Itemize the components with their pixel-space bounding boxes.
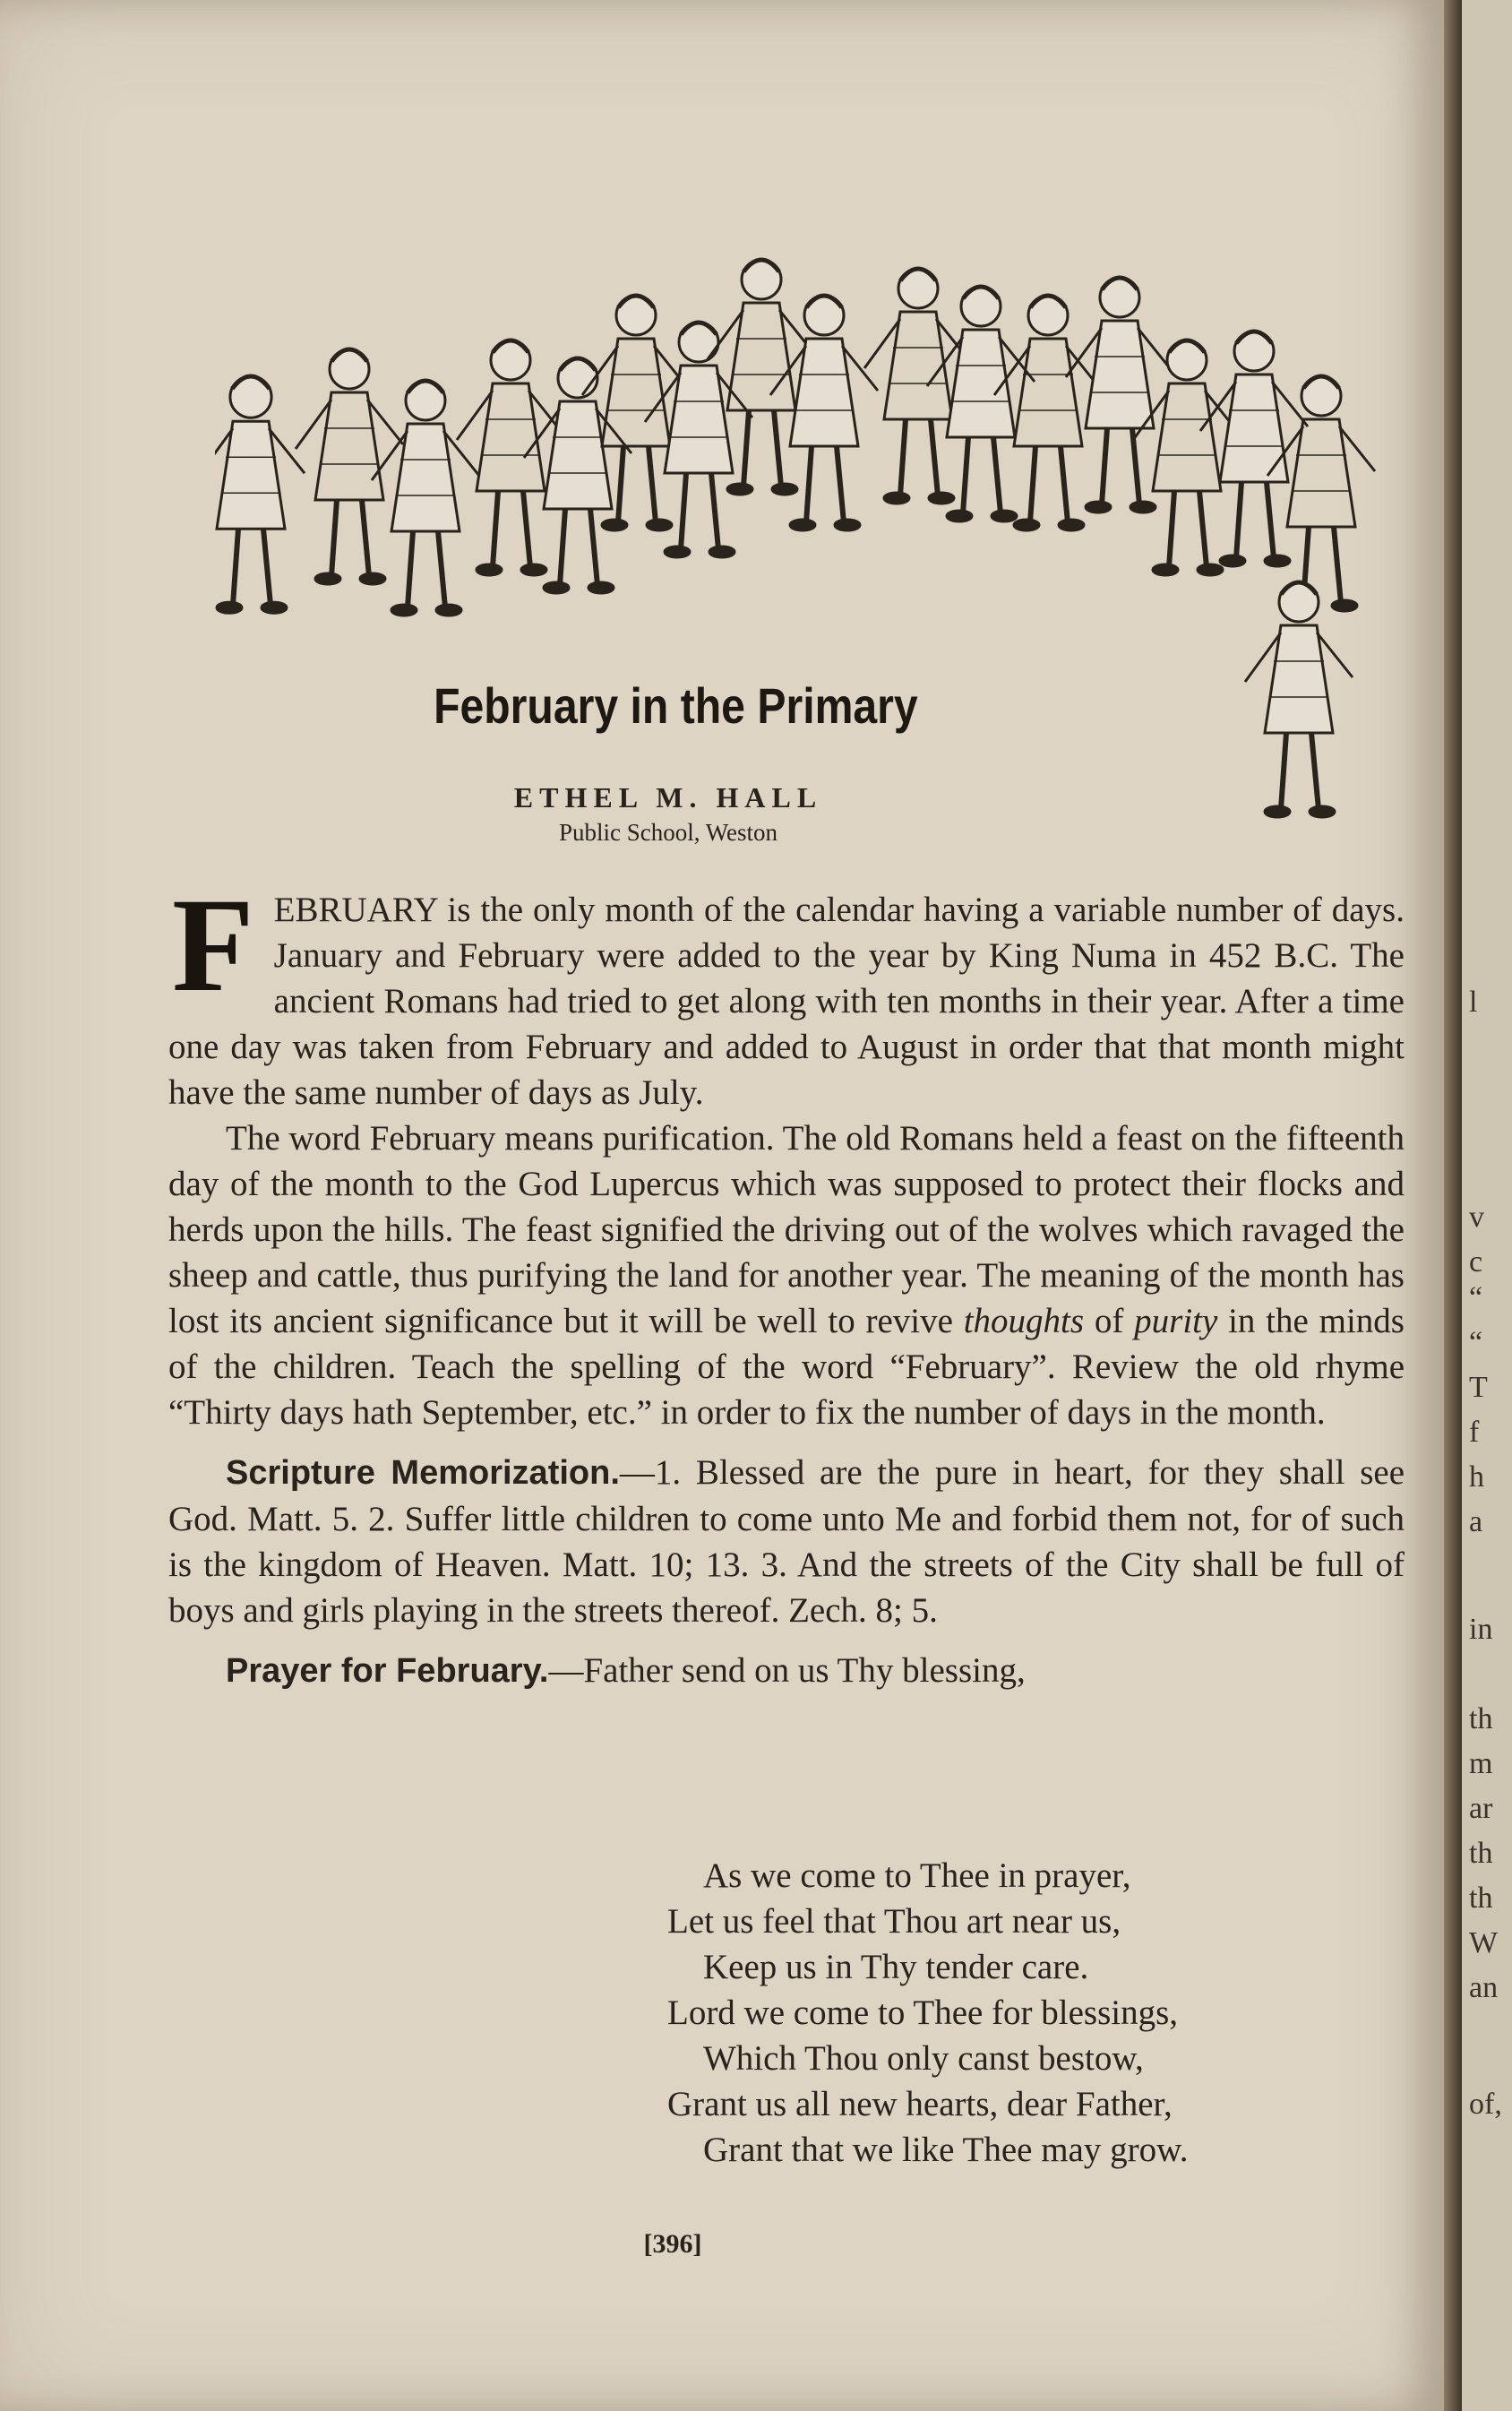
- fragment: in: [1469, 1613, 1493, 1646]
- child-figure-stroke: [582, 346, 690, 395]
- author-affiliation: Public School, Weston: [558, 819, 778, 846]
- child-figure-stroke: [900, 419, 938, 495]
- fragment: f: [1469, 1416, 1480, 1449]
- fragment: th: [1469, 1837, 1493, 1870]
- child-figure-stroke: [315, 573, 340, 584]
- child-figure-stroke: [1019, 375, 1077, 410]
- prayer-first-line: —Father send on us Thy blessing,: [548, 1651, 1026, 1690]
- child-figure-stroke: [602, 520, 627, 530]
- poem-line: Keep us in Thy tender care.: [703, 1948, 1089, 1986]
- fragment: h: [1469, 1460, 1484, 1494]
- fragment: W: [1469, 1926, 1499, 1959]
- child-figure-stroke: [321, 428, 378, 464]
- child-figure-stroke: [992, 511, 1017, 521]
- child-figure-stroke: [647, 520, 672, 530]
- child-figure-stroke: [618, 446, 656, 522]
- child-figure-stroke: [1153, 564, 1178, 575]
- fragment: l: [1469, 986, 1478, 1019]
- child-figure-stroke: [1198, 564, 1223, 575]
- poem-line: Let us feel that Thou art near us,: [667, 1902, 1121, 1941]
- child-figure-stroke: [709, 547, 735, 557]
- paragraph-meaning-text-c: in the minds of the children. Teach the spelling of the word “February”. Review the old rhyme “Thirty days hath September, etc.” in order to fix the number of days in the month.: [168, 1302, 1405, 1432]
- child-figure-stroke: [560, 509, 597, 585]
- child-figure-stroke: [457, 391, 564, 440]
- child-figure-stroke: [331, 500, 369, 576]
- child-figure-stroke: [727, 484, 752, 495]
- child-figure-stroke: [1086, 502, 1111, 512]
- fragment: c: [1469, 1245, 1483, 1279]
- emphasis-purity: purity: [1134, 1302, 1218, 1340]
- poem-line: Grant that we like Thee may grow.: [703, 2131, 1189, 2169]
- paragraph-meaning-text-a: The word February means purification. The old Romans held a feast on the fifteenth day of the month to the God Lupercus which was supposed to protect their flocks and herds upon the hills. The feast signified the driving out of the wolves which ravaged the sheep and cattle, thus purifying the land for another year. The meaning of the month has lost its ancient significance but it will be well to revive: [168, 1119, 1405, 1340]
- child-figure-stroke: [772, 484, 797, 495]
- child-figure-stroke: [217, 602, 242, 613]
- fragment: an: [1469, 1971, 1499, 2004]
- child-figure-stroke: [477, 564, 502, 575]
- child-figure-stroke: [1158, 419, 1216, 455]
- child-figure-stroke: [889, 348, 947, 383]
- poem-line: As we come to Thee in prayer,: [703, 1856, 1131, 1895]
- paragraph-intro-text: EBRUARY is the only month of the calendar having a variable number of days. January and February were added to the year by King Numa in 452 B.C. The ancient Romans had tried to get along with ten months in their year. After a time one day was taken from February and added to August in order that that month might have the same number of days as July.: [168, 891, 1405, 1112]
- poem-line: Which Thou only canst bestow,: [703, 2039, 1144, 2078]
- book-gutter: [1444, 0, 1462, 2411]
- fragment: “: [1469, 1281, 1483, 1314]
- poem-line: Grant us all new hearts, dear Father,: [667, 2085, 1173, 2123]
- child-figure-stroke: [1236, 482, 1274, 558]
- fragment: th: [1469, 1702, 1493, 1735]
- child-figure-stroke: [493, 491, 530, 567]
- scripture-text: —1. Blessed are the pure in heart, for they shall see God. Matt. 5. 2. Suffer little children to come unto Me and forbid them not, for of such is the kingdom of Heaven. Matt. 10; 13. 3. And the streets of the City shall be full of boys and girls playing in the streets thereof. Zech. 8; 5.: [168, 1453, 1405, 1630]
- child-figure-stroke: [1130, 502, 1155, 512]
- author-name: ETHEL M. HALL: [513, 781, 823, 814]
- fragment: “: [1469, 1326, 1483, 1359]
- fragment: T: [1469, 1371, 1488, 1404]
- paragraph-meaning: [168, 1115, 1405, 1435]
- child-figure-stroke: [864, 319, 972, 368]
- child-figure-stroke: [1059, 520, 1084, 530]
- scripture-section: [168, 1450, 1405, 1633]
- child-figure-stroke: [1265, 555, 1290, 566]
- child-figure-stroke: [884, 493, 909, 504]
- article-body: [168, 871, 1405, 1694]
- child-figure-stroke: [1332, 600, 1357, 611]
- child-figure-stroke: [408, 531, 445, 607]
- child-figure-stroke: [665, 547, 690, 557]
- child-figure-stroke: [262, 602, 287, 613]
- fragment: v: [1469, 1201, 1484, 1234]
- child-figure-stroke: [947, 511, 972, 521]
- child-figure-stroke: [835, 520, 860, 530]
- fragment: a: [1469, 1505, 1483, 1538]
- child-figure-stroke: [681, 473, 718, 549]
- child-figure-stroke: [733, 339, 790, 375]
- child-figure-stroke: [1220, 555, 1245, 566]
- child-figure-stroke: [296, 400, 403, 449]
- fragment: m: [1469, 1747, 1493, 1780]
- scripture-heading: Scripture Memorization.: [226, 1454, 620, 1492]
- prayer-heading: Prayer for February.: [226, 1652, 549, 1690]
- fragment: th: [1469, 1881, 1493, 1915]
- fragment: ar: [1469, 1792, 1493, 1825]
- child-figure-stroke: [1169, 491, 1207, 567]
- paragraph-intro: [168, 871, 1405, 1115]
- child-figure-stroke: [708, 310, 815, 359]
- child-figure-stroke: [1030, 446, 1068, 522]
- child-figure-stroke: [963, 437, 1001, 513]
- paragraph-meaning-text-b: of: [1084, 1302, 1135, 1340]
- child-figure-stroke: [233, 529, 271, 605]
- child-figure-stroke: [436, 605, 461, 616]
- child-figure-stroke: [790, 520, 815, 530]
- child-figure-stroke: [360, 573, 385, 584]
- article-title: February in the Primary: [434, 677, 918, 734]
- page-number: [396]: [643, 2229, 702, 2259]
- facing-page-edge: [1462, 0, 1512, 2411]
- child-figure-stroke: [521, 564, 546, 575]
- child-figure-stroke: [929, 493, 954, 504]
- fragment: of,: [1469, 2088, 1502, 2121]
- children-procession-illustration: [215, 242, 1406, 851]
- prayer-section: [168, 1648, 1405, 1694]
- prayer-poem: [667, 1853, 1189, 2173]
- poem-line: Lord we come to Thee for blessings,: [667, 1993, 1179, 2032]
- drop-cap: F: [172, 871, 254, 1020]
- child-figure-stroke: [1014, 520, 1039, 530]
- child-figure-stroke: [806, 446, 844, 522]
- child-figure-stroke: [743, 410, 781, 487]
- child-figure-stroke: [544, 582, 569, 593]
- child-figure-stroke: [391, 605, 417, 616]
- child-figure-stroke: [588, 582, 614, 593]
- emphasis-thoughts: thoughts: [963, 1302, 1085, 1340]
- child-figure-stroke: [1293, 455, 1350, 491]
